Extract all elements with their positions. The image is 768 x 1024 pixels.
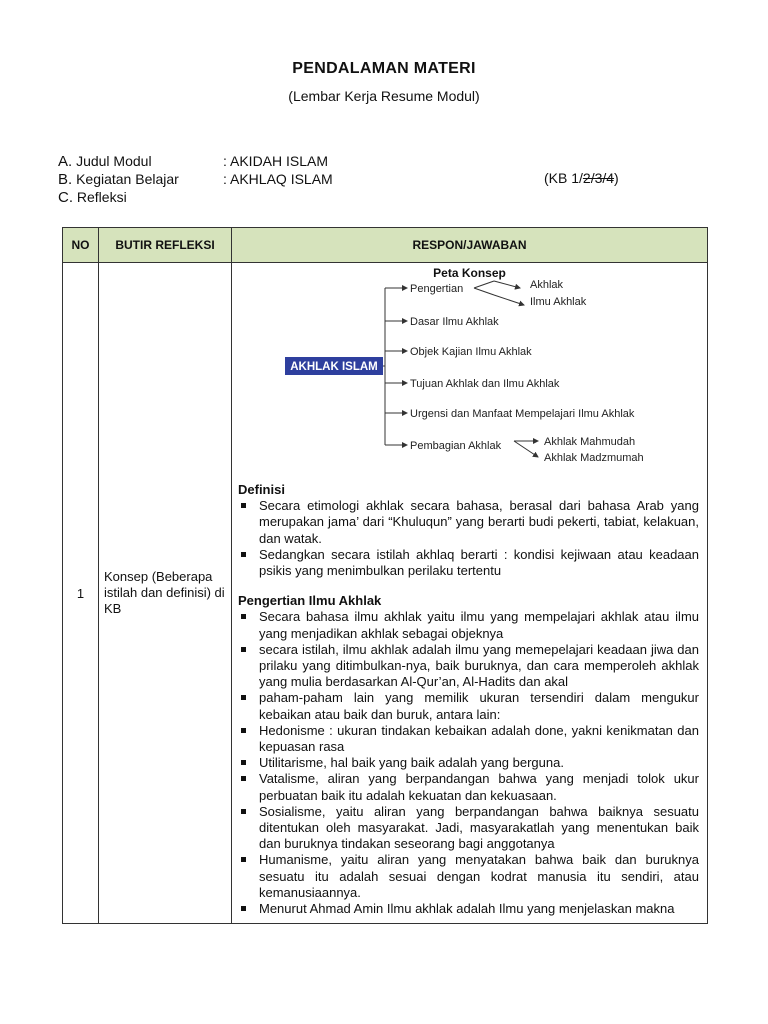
meta-label: Kegiatan Belajar bbox=[76, 171, 179, 187]
kb-suffix: ) bbox=[614, 170, 619, 186]
list-item: Sosialisme, yaitu aliran yang berpandangan bahwa baiknya sesuatu ditentukan oleh masyarakat. Jadi, masyarakatlah yang menentukan baik dan buruknya tindakan seseorang bagi anggotanya bbox=[238, 804, 699, 853]
concept-map-title: Peta Konsep bbox=[433, 266, 506, 280]
definisi-heading: Definisi bbox=[238, 482, 285, 497]
definisi-list bbox=[238, 498, 699, 579]
meta-value-kegiatan: : AKHLAQ ISLAM bbox=[223, 171, 333, 187]
concept-branch-connectors bbox=[385, 288, 407, 445]
concept-child-ilmu-akhlak: Ilmu Akhlak bbox=[530, 296, 587, 308]
list-item: Sedangkan secara istilah akhlaq berarti : kondisi kejiwaan atau keadaan psikis yang menimbulkan perilaku tertentu bbox=[238, 547, 699, 579]
header-butir: BUTIR REFLEKSI bbox=[99, 228, 232, 263]
list-item: Hedonisme : ukuran tindakan kebaikan adalah done, yakni kenikmatan dan kepuasan rasa bbox=[238, 723, 699, 755]
header-respon: RESPON/JAWABAN bbox=[232, 228, 708, 263]
list-item: Vatalisme, aliran yang berpandangan bahwa yang menjadi tolok ukur perbuatan baik itu adalah kekuatan dan kekuasaan. bbox=[238, 771, 699, 803]
concept-root-label: AKHLAK ISLAM bbox=[290, 361, 378, 373]
meta-label: Judul Modul bbox=[76, 153, 152, 169]
meta-label: Refleksi bbox=[76, 189, 127, 205]
concept-subbranch-connectors bbox=[474, 281, 538, 457]
reflection-table bbox=[62, 227, 708, 924]
kb-prefix: (KB 1/ bbox=[544, 170, 583, 186]
row-butir: Konsep (Beberapa istilah dan definisi) di KB bbox=[99, 263, 232, 924]
meta-value-judul: : AKIDAH ISLAM bbox=[223, 153, 329, 169]
concept-branch-tujuan: Tujuan Akhlak dan Ilmu Akhlak bbox=[410, 378, 560, 390]
meta-letter: B. bbox=[58, 171, 73, 188]
page-subtitle: (Lembar Kerja Resume Modul) bbox=[288, 88, 480, 104]
meta-letter: C. bbox=[58, 189, 73, 206]
kb-indicator bbox=[544, 170, 619, 186]
concept-map bbox=[280, 277, 690, 477]
concept-branch-urgensi: Urgensi dan Manfaat Mempelajari Ilmu Akhlak bbox=[410, 408, 635, 420]
pengertian-ilmu-list bbox=[238, 609, 699, 917]
meta-letter: A. bbox=[58, 153, 73, 170]
row-respon bbox=[232, 263, 708, 924]
list-item: secara istilah, ilmu akhlak adalah ilmu yang memepelajari keadaan jiwa dan prilaku yang ditimbulkan-nya, baik buruknya, dan cara memperoleh akhlak yang mulia berdasarkan Al-Qur’an, Al-Hadits dan akal bbox=[238, 642, 699, 691]
table-header-row bbox=[63, 228, 708, 263]
concept-branch-dasar: Dasar Ilmu Akhlak bbox=[410, 316, 499, 328]
concept-branch-pengertian: Pengertian bbox=[410, 283, 464, 295]
page-title: PENDALAMAN MATERI bbox=[292, 60, 476, 77]
pengertian-ilmu-heading: Pengertian Ilmu Akhlak bbox=[238, 593, 382, 609]
concept-branch-pembagian: Pembagian Akhlak bbox=[410, 440, 502, 452]
response-content bbox=[238, 482, 699, 917]
list-item: paham-paham lain yang memilik ukuran tersendiri dalam mengukur kebaikan atau baik dan buruk, antara lain: bbox=[238, 690, 699, 722]
concept-branch-objek: Objek Kajian Ilmu Akhlak bbox=[410, 346, 532, 358]
list-item: Secara bahasa ilmu akhlak yaitu ilmu yang mempelajari akhlak atau ilmu yang menjadikan akhlak sebagai objeknya bbox=[238, 609, 699, 641]
kb-struck: 2/3/4 bbox=[582, 170, 615, 186]
table-row bbox=[63, 263, 708, 924]
list-item: Secara etimologi akhlak secara bahasa, berasal dari bahasa Arab yang merupakan jama’ dari “Khuluqun” yang berarti budi pekerti, tabiat, kelakuan, dan watak. bbox=[238, 498, 699, 547]
row-number: 1 bbox=[63, 263, 99, 924]
concept-child-mahmudah: Akhlak Mahmudah bbox=[544, 436, 636, 448]
list-item: Utilitarisme, hal baik yang baik adalah yang berguna. bbox=[238, 755, 699, 771]
header-no: NO bbox=[63, 228, 99, 263]
list-item: Humanisme, yaitu aliran yang menyatakan bahwa baik dan buruknya sesuatu itu adalah sesuai dengan kodrat manusia itu sendiri, atau kemanusiaannya. bbox=[238, 852, 699, 901]
list-item: Menurut Ahmad Amin Ilmu akhlak adalah Ilmu yang menjelaskan makna bbox=[238, 901, 699, 917]
concept-child-akhlak: Akhlak bbox=[530, 279, 564, 291]
concept-child-madzmumah: Akhlak Madzmumah bbox=[544, 452, 644, 464]
